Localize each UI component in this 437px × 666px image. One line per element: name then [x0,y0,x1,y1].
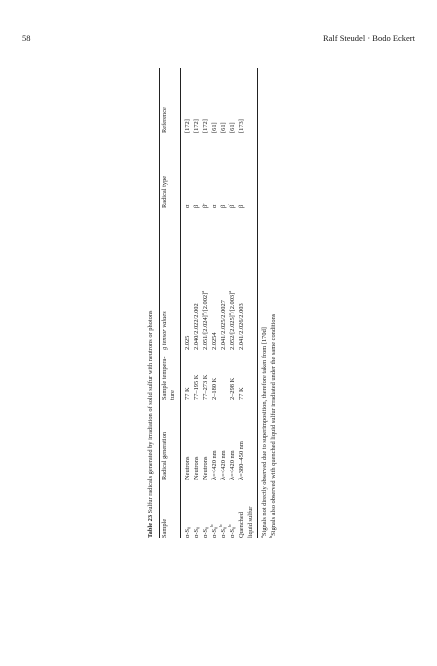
cell-type-type_sup: ′ [226,203,232,205]
cell-g-g_tail: /[2.003] [229,292,236,314]
cell-g [238,303,246,350]
cell-ref-ref: [61] [211,122,218,133]
col-header-sample: Sample [161,518,168,538]
cell-ref-ref: [172] [193,119,200,133]
cell-g-g: 2.041/2.025/2.0027 [220,300,227,350]
cell-generation-generation: λ=<420 nm [229,450,236,480]
table-caption-text: Sulfur radicals generated by irradiation of solid sulfur with neutrons or photons [147,310,154,514]
cell-type [193,205,201,208]
cell-g-g_tail: /[2.002] [202,292,209,314]
cell-generation [193,457,201,480]
cell-type-type: β [220,204,227,208]
cell-type [202,203,210,208]
cell-temp [211,378,219,400]
cell-ref [229,122,237,133]
table-top-rule [159,68,160,538]
cell-type-type: α [211,204,218,208]
cell-sample-sample: Quenched [238,512,245,538]
col-header-temperature: Sample tempera- [161,356,168,400]
cell-ref-ref: [61] [229,122,236,133]
cell-temp [202,375,210,400]
cell-sample-sample: α-S₈ [184,526,191,538]
rotated-table-block [147,68,325,538]
cell-temp-temp: 77–195 K [193,374,200,400]
cell-temp [184,387,192,400]
cell-temp [193,375,201,400]
cell-ref-ref: [172] [184,119,191,133]
cell-temp-temp: 2–298 K [229,377,236,400]
cell-ref [202,119,210,133]
cell-generation-generation: Neutrons [202,456,209,480]
cell-g-g_sup2: a [199,290,205,293]
table-label: Table 23 [147,514,154,538]
cell-sample-sample_sup: b [208,524,214,527]
col-header-reference: Reference [161,107,168,133]
cell-generation-generation: λ=<420 nm [220,450,227,480]
cell-ref [211,122,219,133]
table-bottom-rule [257,68,258,538]
cell-temp [238,387,246,400]
cell-sample [193,527,201,538]
cell-g-g: 2.0254 [211,332,218,350]
cell-type-type: β [229,204,236,208]
cell-type-type: β [238,204,245,208]
cell-temp-temp: 2–180 K [211,377,218,400]
cell-sample [226,524,237,538]
cell-sample-sample_sup: b [226,524,232,527]
cell-ref [184,119,192,133]
cell-g-g: 2.040/2.022/2.002 [193,303,200,350]
cell-sample [238,512,246,538]
cell-sample [202,527,210,538]
cell-g [184,336,192,350]
cell-type-type: α [184,204,191,208]
cell-g [220,300,228,350]
cell-sample-sample: α-S₈ [211,526,218,538]
cell-ref [220,122,228,133]
cell-ref-ref: [61] [220,122,227,133]
table-caption [147,311,155,539]
cell-generation-generation: Neutrons [193,456,200,480]
cell-generation [229,450,237,480]
cell-type [184,205,192,208]
col-header-temperature-cont: ture [169,390,176,400]
cell-type [211,205,219,208]
cell-sample [184,527,192,538]
cell-generation-generation: Neutrons [184,456,191,480]
cell-sample-sample: α-S₈ [229,526,236,538]
col-header-g-tensor: g tensor values [161,311,168,350]
cell-generation-generation: λ=<420 nm [211,450,218,480]
cell-sample-sample_sup: b [217,524,223,527]
cell-type-type: β [193,204,200,208]
cell-generation-generation: λ=380–450 nm [238,441,245,480]
cell-temp-temp: 77–273 K [202,374,209,400]
cell-sample-sample: α-S₈ [220,526,227,538]
cell-type [220,205,228,208]
cell-ref-ref: [173] [238,119,245,133]
cell-temp-temp: 77 K [238,387,245,400]
footnote-b: $^b$Signals also observed with quenched liquid sulfur irradiated under the same conditions [267,313,277,538]
cell-g-g: 2.051/[2.024] [202,315,209,350]
cell-type [226,203,237,208]
col-header-generation: Radical generation [161,431,168,480]
cell-ref [193,119,201,133]
cell-sample [247,507,255,538]
running-head: Ralf Steudel · Bodo Eckert [322,33,415,43]
cell-ref [238,119,246,133]
cell-g [199,290,210,350]
cell-g-g_sup2: a [226,290,232,293]
cell-sample-sample: liquid sulfur [247,506,254,538]
cell-generation [220,450,228,480]
cell-type [238,205,246,208]
cell-ref-ref: [172] [202,119,209,133]
cell-sample-sample: α-S₈ [193,526,200,538]
cell-g [211,332,219,350]
cell-g-g: 2.025 [184,335,191,350]
cell-temp [229,378,237,400]
col-header-radical-type: Radical type [161,175,168,208]
cell-generation [238,441,246,480]
page-number: 58 [22,33,31,43]
cell-generation [184,457,192,480]
cell-g-g_sup: a [226,313,232,316]
cell-sample-sample: α-S₈ [202,526,209,538]
cell-g-g_sup: a [199,313,205,316]
cell-g-g: 2.052/[2.025] [229,315,236,350]
cell-temp-temp: 77 K [184,387,191,400]
cell-type-type: β′ [202,203,209,208]
cell-generation [211,450,219,480]
footnote-a: $^a$Signals not directly observed due to superimposition, therefore taken from [170d] [258,327,268,538]
cell-g [226,290,237,350]
cell-generation [202,457,210,480]
cell-g-g: 2.041/2.026/2.003 [238,303,245,350]
table-header-rule [180,68,181,538]
cell-g [193,303,201,350]
